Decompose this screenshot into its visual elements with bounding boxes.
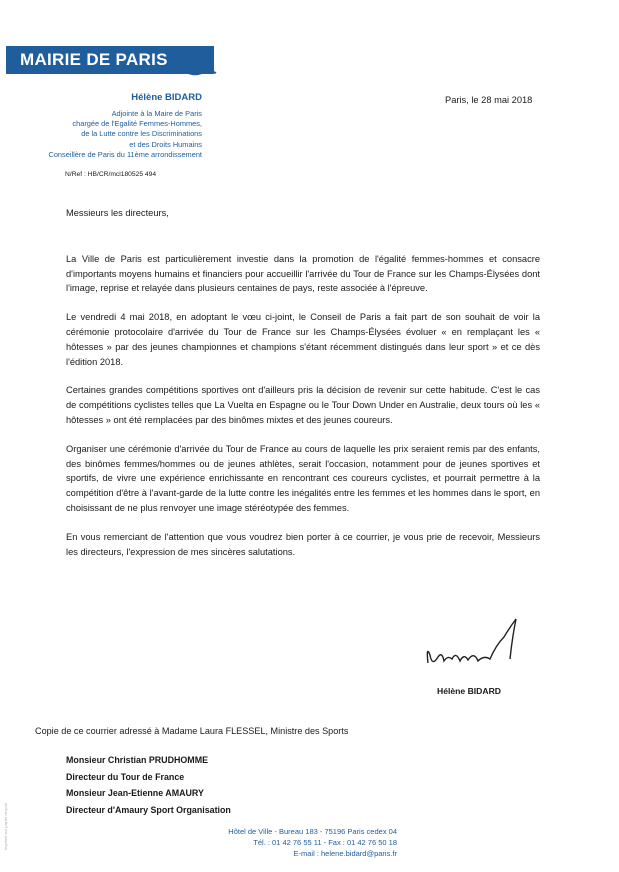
institution-name: MAIRIE DE PARIS — [20, 50, 168, 69]
paragraph: Certaines grandes compétitions sportives ont d'ailleurs pris la décision de revenir sur cette habitude. C'est le cas de compétitions cyclistes telles que La Vuelta en Espagne ou le Tour Down Under en Australie, deux tours où les « hôtesses » ont été remplacées par des binômes mixtes et des jeunes coureurs. — [66, 385, 540, 425]
paragraph: En vous remerciant de l'attention que vous voudrez bien porter à ce courrier, je vous prie de recevoir, Messieurs les directeurs, l'expression de mes sincères salutations. — [66, 531, 540, 557]
recipient-line: Monsieur Christian PRUDHOMME — [66, 755, 209, 765]
sender-name: Hélène BIDARD — [131, 92, 202, 103]
sender-title: Adjointe à la Maire de Paris — [111, 109, 202, 118]
paragraph: La Ville de Paris est particulièrement investie dans la promotion de l'égalité femmes-hommes et consacre d'importants moyens humains et financiers pour accueillir l'arrivée du Tour de France sur les Champs-Élysées dont l'image, reprise et relayée dans plusieurs centaines de pays, reste associée à l'épreuve. — [66, 253, 540, 294]
recipient-line: Directeur d'Amaury Sport Organisation — [66, 804, 231, 815]
copy-note: Copie de ce courrier adressé à Madame Laura FLESSEL, Ministre des Sports — [35, 726, 349, 736]
sender-block — [48, 92, 202, 160]
greeting: Messieurs les directeurs, — [66, 208, 169, 218]
letter-body — [66, 206, 540, 573]
recipient-line: Directeur du Tour de France — [66, 771, 185, 782]
sender-title: Conseillère de Paris du 11ème arrondissement — [48, 149, 202, 159]
letter-reference: N/Ref : HB/CR/mcl180525 494 — [65, 171, 157, 178]
paragraph: Le vendredi 4 mai 2018, en adoptant le vœu ci-joint, le Conseil de Paris a fait part de son souhait de voir la cérémonie protocolaire d'arrivée du Tour de France sur les Champs-Élysées évoluer « en remplaçant les « hôtesses » par des jeunes championnes et champions s'étant récemment distingués dans leur sport » et ce dès l'édition 2018. — [66, 312, 540, 367]
recycled-paper-text: Imprimé sur papier recyclé — [3, 802, 8, 850]
sender-title: et des Droits Humains — [129, 139, 202, 149]
handwritten-signature-icon — [424, 615, 524, 673]
footer-contact — [228, 826, 397, 859]
sender-title: chargée de l'Egalité Femmes-Hommes, — [72, 119, 202, 129]
recipient-line: Monsieur Jean-Etienne AMAURY — [66, 788, 204, 799]
recycled-paper-note — [3, 770, 9, 850]
sender-title: de la Lutte contre les Discriminations — [81, 129, 202, 139]
paris-ship-logo-icon — [180, 42, 220, 78]
footer-email: E-mail : helene.bidard@paris.fr — [293, 849, 397, 858]
recipients-block — [66, 752, 231, 818]
footer-phone: Tél. : 01 42 76 55 11 - Fax : 01 42 76 50 18 — [253, 838, 397, 847]
letter-date: Paris, le 28 mai 2018 — [445, 95, 533, 105]
signatory-name: Hélène BIDARD — [437, 686, 501, 696]
footer-address: Hôtel de Ville - Bureau 183 - 75196 Paris cedex 04 — [228, 827, 397, 836]
paragraph: Organiser une cérémonie d'arrivée du Tour de France au cours de laquelle les prix seraient remis par des enfants, des binômes femmes/hommes ou de jeunes athlètes, serait l'occasion, notamment pour de jeunes sportives et sportifs, de vivre une expérience enrichissante en rencontrant ces coureurs cyclistes, et pourrait permettre à la compétition d'être à l'avant-garde de la lutte contre les inégalités entre les femmes et les hommes dans le sport, en choisissant de ne plus renvoyer une image stéréotypée des femmes. — [66, 443, 540, 513]
